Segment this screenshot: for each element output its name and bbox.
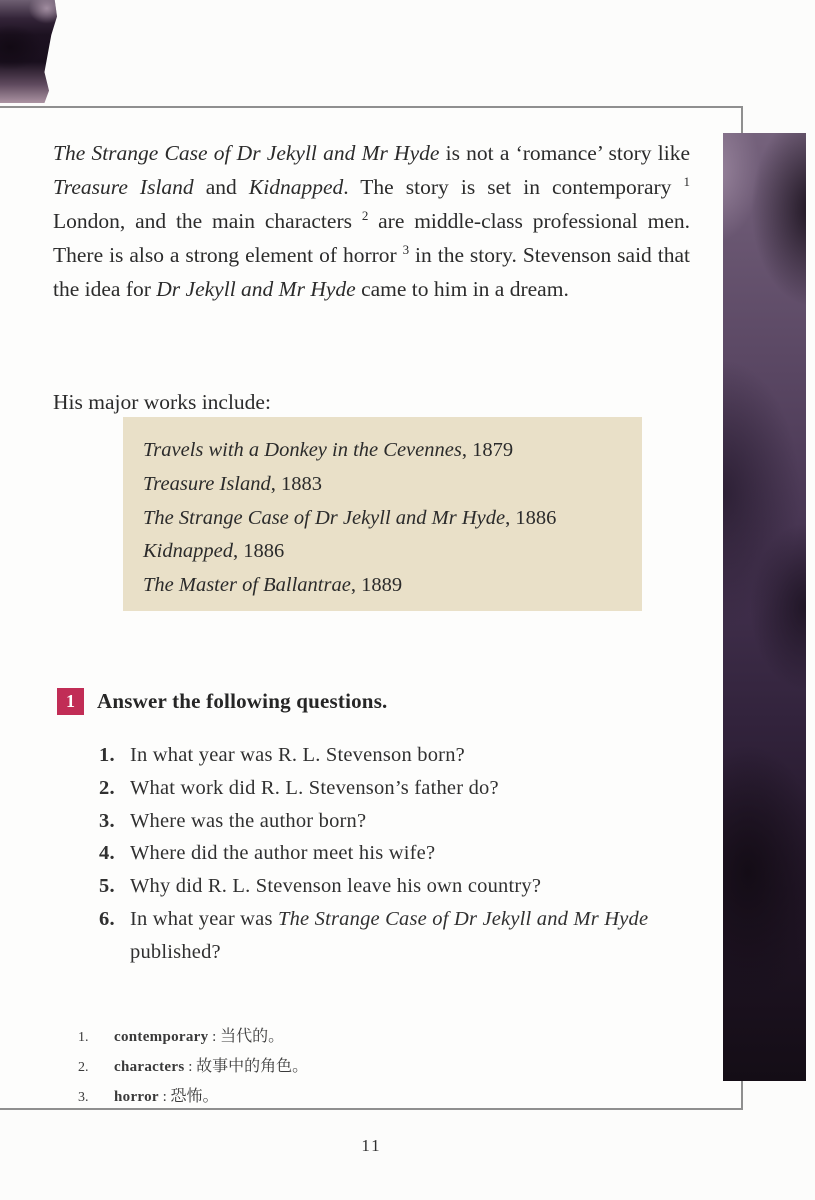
work-separator: ,: [232, 540, 244, 563]
question-text: In what year was The Strange Case of Dr Jekyll and Mr Hyde published?: [130, 907, 649, 963]
work-item: [143, 434, 636, 468]
work-year: 1886: [243, 540, 285, 563]
watercolor-strip-decoration: [723, 133, 806, 1081]
question-list: [99, 739, 659, 969]
question-number: 5.: [99, 875, 115, 898]
work-year: 1883: [281, 472, 323, 495]
question-text: Where was the author born?: [130, 809, 367, 832]
question-number: 1.: [99, 744, 115, 766]
work-title: Treasure Island: [143, 472, 271, 495]
footnote-word: characters: [114, 1059, 185, 1075]
question-text: In what year was R. L. Stevenson born?: [130, 744, 465, 766]
exercise-title: Answer the following questions.: [97, 689, 388, 713]
work-item: [143, 468, 636, 502]
footnote-definition: 当代的。: [220, 1026, 285, 1045]
question-text: What work did R. L. Stevenson’s father do?: [130, 776, 499, 799]
work-item: [143, 569, 636, 603]
ink-wash-corner-decoration: [0, 0, 57, 103]
question-row: [99, 870, 659, 903]
question-number: 4.: [99, 842, 115, 865]
work-title: The Master of Ballantrae: [143, 574, 351, 597]
footnote-row: [78, 1086, 308, 1108]
footnote-number: 3.: [78, 1090, 89, 1105]
work-year: 1886: [515, 506, 557, 529]
footnote-word: horror: [114, 1089, 159, 1105]
footnote-separator: :: [158, 1089, 171, 1105]
work-item: [143, 535, 636, 569]
question-row: [99, 739, 659, 772]
footnote-word: contemporary: [114, 1029, 209, 1045]
question-row: [99, 805, 659, 838]
page-number: 11: [361, 1136, 382, 1155]
question-row: [99, 772, 659, 805]
work-separator: ,: [350, 574, 362, 597]
exercise-heading: [57, 688, 388, 715]
works-lead-line: His major works include:: [53, 389, 271, 414]
footnote-definition: 故事中的角色。: [196, 1056, 309, 1075]
work-title: The Strange Case of Dr Jekyll and Mr Hyde: [143, 506, 506, 529]
footnote-row: [78, 1056, 308, 1078]
footnote-row: [78, 1026, 308, 1048]
question-number: 3.: [99, 809, 115, 832]
works-list-box: [123, 417, 642, 611]
work-separator: ,: [505, 506, 516, 529]
footnote-list: [78, 1026, 308, 1116]
work-year: 1879: [472, 439, 514, 461]
footnote-separator: :: [184, 1059, 197, 1075]
footnote-number: 1.: [78, 1030, 89, 1045]
footnote-body: [114, 1056, 308, 1077]
footnote-number: 2.: [78, 1060, 89, 1075]
work-separator: ,: [270, 472, 282, 495]
question-text: Why did R. L. Stevenson leave his own country?: [130, 875, 542, 898]
work-title: Kidnapped: [143, 540, 233, 563]
question-text: Where did the author meet his wife?: [130, 842, 436, 865]
intro-paragraph: The Strange Case of Dr Jekyll and Mr Hyde is not a ‘romance’ story like Treasure Island and Kidnapped. The story is set in contemporary $^1$ London, and the main characters $^2$ are middle-class professional men. There is also a strong element of horror $^3$ in the story. Stevenson said that the idea for Dr Jekyll and Mr Hyde came to him in a dream.: [53, 140, 690, 301]
work-separator: ,: [461, 439, 473, 461]
work-year: 1889: [361, 574, 403, 597]
exercise-number-badge: 1: [57, 688, 84, 715]
footnote-separator: :: [208, 1029, 221, 1045]
work-item: [143, 502, 636, 536]
work-title: Travels with a Donkey in the Cevennes: [143, 439, 462, 461]
question-number: 2.: [99, 776, 115, 799]
question-number: 6.: [99, 907, 115, 930]
question-row: [99, 837, 659, 870]
footnote-definition: 恐怖。: [170, 1086, 219, 1105]
question-row: [99, 903, 659, 969]
footnote-body: [114, 1026, 284, 1047]
footnote-body: [114, 1086, 219, 1107]
